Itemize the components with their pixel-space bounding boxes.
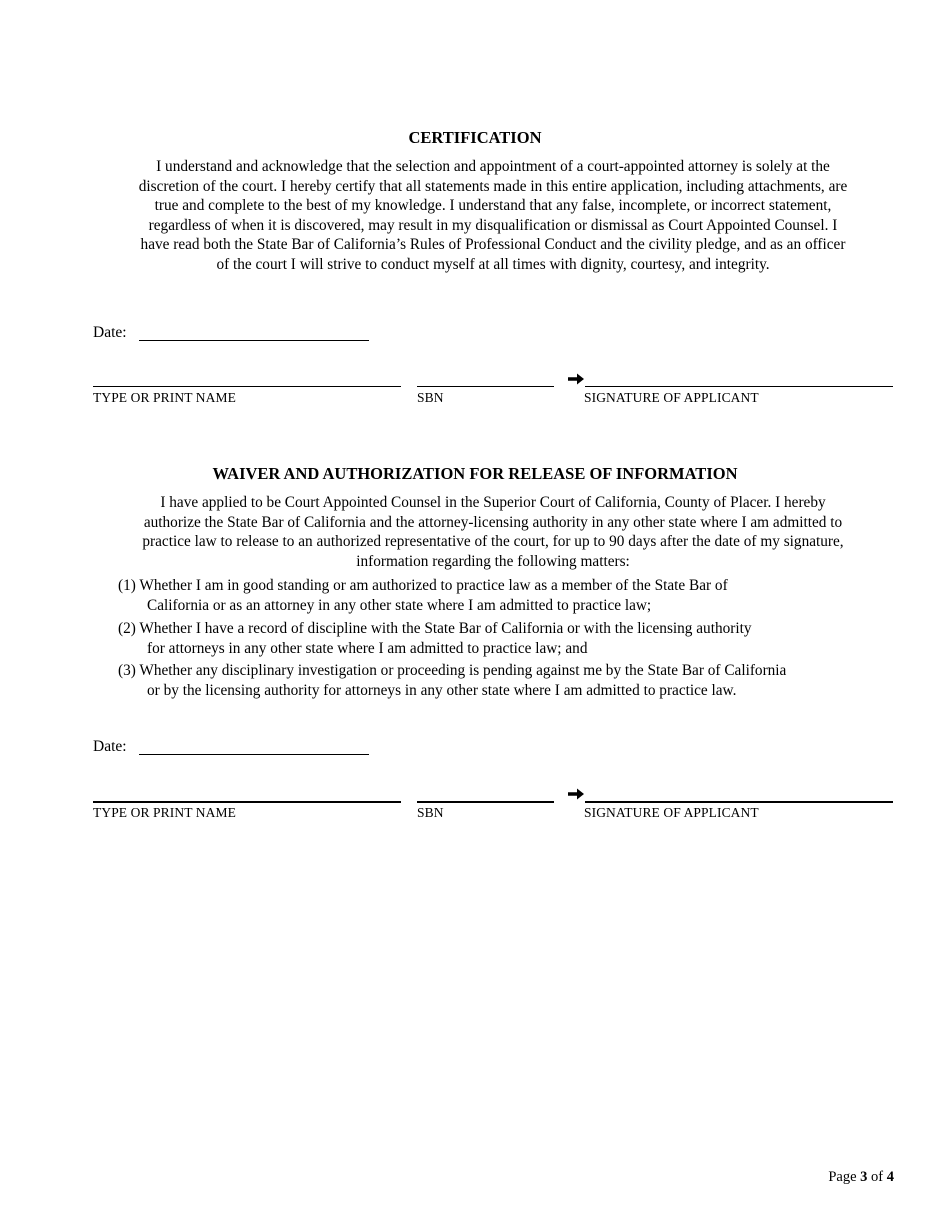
certification-date-label: Date: xyxy=(93,324,127,341)
paragraph-line: authorize the State Bar of California and the attorney-licensing authority in any other state where I am admitted to xyxy=(143,513,843,531)
arrow-right-icon xyxy=(567,787,585,801)
waiver-signature-field[interactable] xyxy=(585,801,893,803)
paragraph-line: I understand and acknowledge that the selection and appointment of a court-appointed attorney is solely at the xyxy=(156,158,830,175)
waiver-name-field[interactable] xyxy=(93,801,401,803)
item-first-line: (2) Whether I have a record of discipline with the State Bar of California or with the licensing authority xyxy=(118,620,752,637)
item-continuation-line: or by the licensing authority for attorneys in any other state where I am admitted to practice law. xyxy=(147,682,737,699)
paragraph-line: I have applied to be Court Appointed Counsel in the Superior Court of California, County of Placer. I hereby xyxy=(160,494,826,511)
waiver-item-3 xyxy=(118,661,786,701)
item-continuation-line: for attorneys in any other state where I am admitted to practice law; and xyxy=(147,640,588,657)
item-first-line: (3) Whether any disciplinary investigation or proceeding is pending against me by the State Bar of California xyxy=(118,662,787,679)
waiver-signature-caption: SIGNATURE OF APPLICANT xyxy=(584,805,759,820)
waiver-heading: WAIVER AND AUTHORIZATION FOR RELEASE OF INFORMATION xyxy=(212,464,738,483)
paragraph-line: have read both the State Bar of California’s Rules of Professional Conduct and the civility pledge, and as an officer xyxy=(140,236,846,254)
waiver-sbn-caption: SBN xyxy=(417,805,444,820)
certification-sbn-field[interactable] xyxy=(417,386,554,387)
arrow-right-icon xyxy=(567,372,585,386)
certification-signature-caption: SIGNATURE OF APPLICANT xyxy=(584,390,759,405)
certification-name-caption: TYPE OR PRINT NAME xyxy=(93,390,236,405)
paragraph-line: true and complete to the best of my knowledge. I understand that any false, incomplete, or incorrect statement, xyxy=(154,197,832,215)
waiver-date-field[interactable] xyxy=(139,754,369,755)
waiver-item-2 xyxy=(118,619,752,659)
waiver-sbn-field[interactable] xyxy=(417,801,554,803)
paragraph-line: of the court I will strive to conduct myself at all times with dignity, courtesy, and integrity. xyxy=(216,255,770,273)
paragraph-line: discretion of the court. I hereby certify that all statements made in this entire application, including attachments, are xyxy=(138,177,848,195)
item-first-line: (1) Whether I am in good standing or am authorized to practice law as a member of the State Bar of xyxy=(118,577,728,594)
item-continuation-line: California or as an attorney in any other state where I am admitted to practice law; xyxy=(147,597,652,614)
page-prefix: Page xyxy=(828,1169,857,1185)
waiver-paragraph xyxy=(93,493,893,571)
paragraph-line: information regarding the following matters: xyxy=(356,552,630,570)
waiver-name-caption: TYPE OR PRINT NAME xyxy=(93,805,236,820)
paragraph-line: regardless of when it is discovered, may result in my disqualification or dismissal as Court Appointed Counsel. I xyxy=(148,216,838,234)
certification-sbn-caption: SBN xyxy=(417,390,444,405)
certification-name-field[interactable] xyxy=(93,386,401,387)
page-current: 3 xyxy=(860,1169,868,1185)
paragraph-line: practice law to release to an authorized representative of the court, for up to 90 days after the date of my signature, xyxy=(142,533,844,551)
page-of: of xyxy=(871,1169,884,1185)
page-total: 4 xyxy=(886,1169,894,1185)
page-number xyxy=(828,1169,894,1186)
certification-signature-field[interactable] xyxy=(585,386,893,387)
certification-heading: CERTIFICATION xyxy=(408,128,542,147)
certification-paragraph xyxy=(93,157,893,275)
waiver-item-1 xyxy=(118,576,728,616)
waiver-date-label: Date: xyxy=(93,738,127,755)
certification-date-field[interactable] xyxy=(139,340,369,341)
